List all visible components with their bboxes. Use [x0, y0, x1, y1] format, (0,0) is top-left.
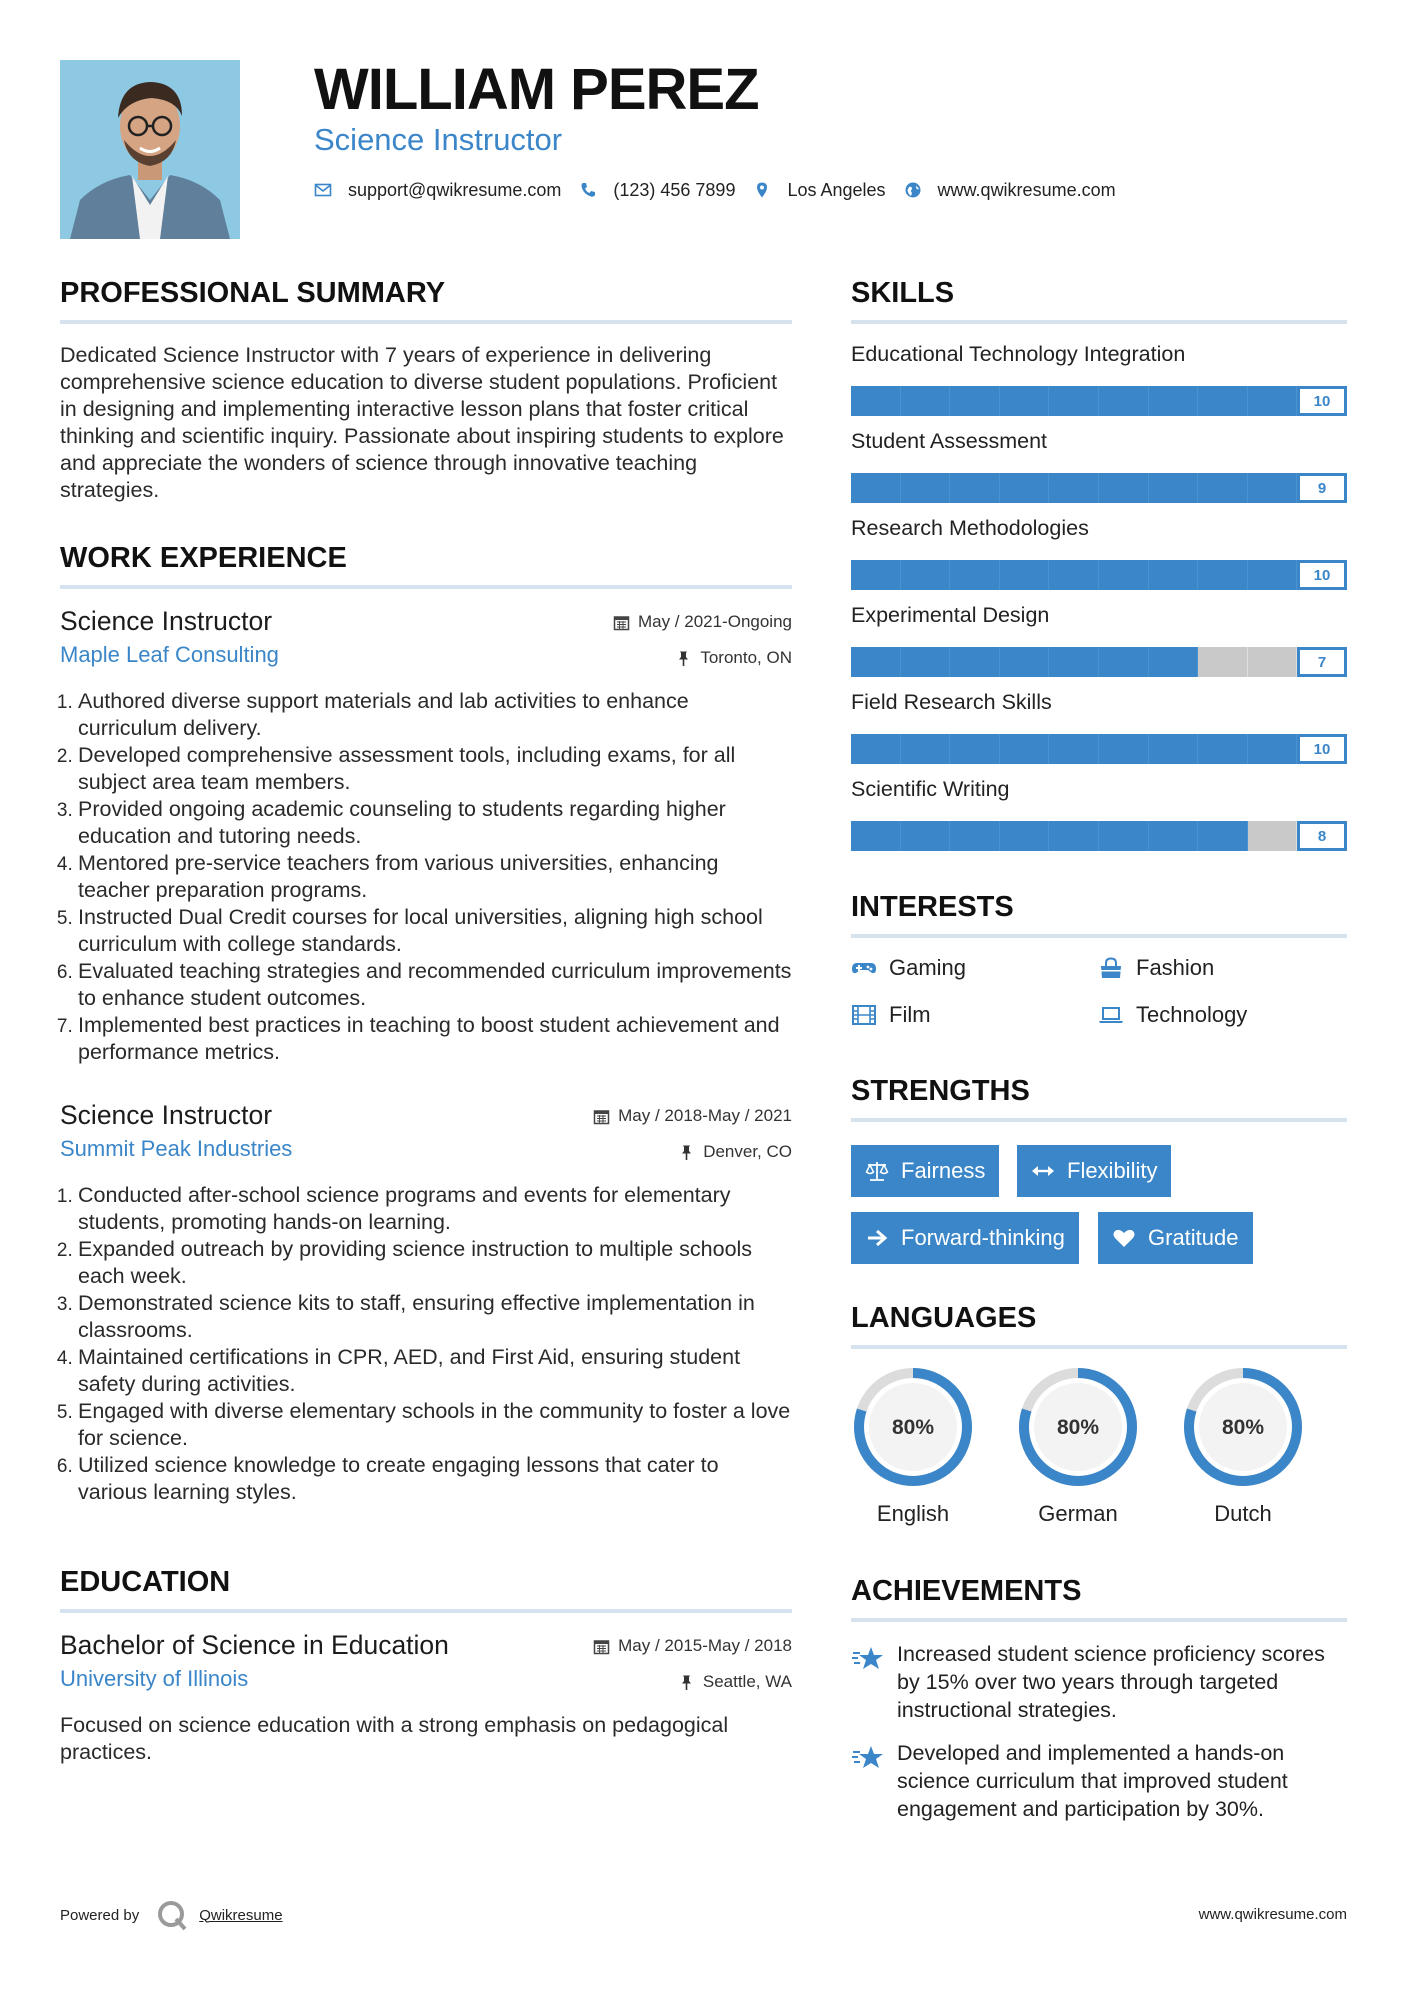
skill-bar-segment	[1248, 647, 1298, 677]
skill-level-bar	[851, 647, 1347, 677]
skill-bar-segment	[1049, 734, 1099, 764]
skill-bar-track	[851, 647, 1347, 677]
contact-email[interactable]	[314, 180, 561, 201]
interest-fashion	[1098, 955, 1214, 981]
job-header-row	[60, 1100, 792, 1136]
skill-bar-segment	[851, 821, 901, 851]
language-item	[1016, 1365, 1140, 1527]
list-item: 5. Engaged with diverse elementary schools in the community to foster a love for science.	[78, 1398, 792, 1452]
job-entry	[60, 606, 792, 1066]
list-item: 1. Conducted after-school science programs and events for elementary students, promoting hands-on learning.	[78, 1182, 792, 1236]
skill-bar-segment	[1198, 734, 1248, 764]
list-item: 4. Mentored pre-service teachers from various universities, enhancing teacher preparation programs.	[78, 850, 792, 904]
skill-bar-segment	[1149, 473, 1199, 503]
skill-score-badge: 7	[1297, 647, 1347, 677]
skill-bar-track	[851, 560, 1347, 590]
strength-badge-gratitude	[1098, 1212, 1253, 1264]
job-dates-text: May / 2021-Ongoing	[637, 612, 792, 631]
skill-bar-segment	[1000, 473, 1050, 503]
section-divider	[851, 1118, 1347, 1122]
skill-level-bar	[851, 560, 1347, 590]
education-dates	[593, 1636, 792, 1656]
pushpin-icon	[678, 1674, 695, 1691]
contact-website[interactable]	[904, 180, 1116, 201]
education-school-row	[60, 1666, 792, 1702]
laptop-icon	[1098, 1004, 1124, 1026]
skill-bar-segment	[1198, 473, 1248, 503]
achievement-item	[851, 1640, 1347, 1724]
skill-bar-segment	[950, 821, 1000, 851]
language-name: German	[1038, 1501, 1118, 1526]
education-location-text: Seattle, WA	[702, 1672, 792, 1691]
contact-email-text: support@qwikresume.com	[348, 179, 562, 200]
section-heading-interests: INTERESTS	[851, 891, 1014, 923]
skill-bar-segment	[1149, 647, 1199, 677]
job-location-text: Toronto, ON	[700, 648, 792, 667]
section-divider	[851, 1345, 1347, 1349]
section-heading-languages: LANGUAGES	[851, 1302, 1037, 1334]
job-company-row	[60, 642, 792, 678]
education-dates-text: May / 2015-May / 2018	[618, 1636, 792, 1655]
skill-bar-segment	[950, 734, 1000, 764]
globe-icon	[904, 181, 922, 199]
section-divider	[851, 320, 1347, 324]
list-item: 3. Provided ongoing academic counseling to students regarding higher education and tutoring needs.	[78, 796, 792, 850]
contact-bar	[314, 178, 1134, 202]
skill-bar-segment	[1000, 560, 1050, 590]
skill-bar-segment	[901, 560, 951, 590]
achievement-text: Increased student science proficiency scores by 15% over two years through targeted instructional strategies.	[897, 1642, 1325, 1722]
footer-powered-by	[60, 1898, 283, 1932]
calendar-icon	[593, 1108, 610, 1125]
skill-name: Experimental Design	[851, 603, 1050, 627]
section-divider	[851, 934, 1347, 938]
language-percent: 80%	[891, 1416, 935, 1439]
skill-bar-segment	[1099, 560, 1149, 590]
interest-label: Fashion	[1136, 955, 1215, 980]
map-marker-icon	[753, 181, 771, 199]
job-role: Science Instructor	[60, 1100, 273, 1130]
skill-bar-segment	[1099, 386, 1149, 416]
skill-bar-segment	[1198, 560, 1248, 590]
list-item: 3. Demonstrated science kits to staff, ensuring effective implementation in classrooms.	[78, 1290, 792, 1344]
heart-icon	[1112, 1227, 1136, 1249]
skill-bar-segment	[1049, 386, 1099, 416]
profile-photo	[60, 60, 240, 239]
skill-bar-segment	[851, 386, 901, 416]
section-heading-strengths: STRENGTHS	[851, 1075, 1030, 1107]
skill-bar-segment	[1049, 821, 1099, 851]
calendar-icon	[593, 1638, 610, 1655]
job-dates	[593, 1106, 792, 1126]
list-item: 7. Implemented best practices in teaching to boost student achievement and performance metrics.	[78, 1012, 792, 1066]
strength-label: Fairness	[901, 1158, 986, 1183]
section-heading-summary: PROFESSIONAL SUMMARY	[60, 277, 446, 309]
section-divider	[60, 585, 792, 589]
trophy-star-icon	[851, 1644, 887, 1674]
achievement-item	[851, 1739, 1347, 1823]
envelope-icon	[314, 181, 332, 199]
skill-bar-segment	[1149, 386, 1199, 416]
interest-film	[851, 1002, 931, 1028]
job-location	[675, 648, 792, 668]
skill-bar-segment	[901, 734, 951, 764]
skill-bar-segment	[901, 821, 951, 851]
education-location	[678, 1672, 792, 1692]
skill-item	[851, 690, 1347, 764]
skill-bar-segment	[1049, 647, 1099, 677]
skill-bar-segment	[1198, 386, 1248, 416]
skill-bar-segment	[901, 647, 951, 677]
contact-location-text: Los Angeles	[787, 179, 886, 200]
skill-item	[851, 516, 1347, 590]
gamepad-icon	[851, 957, 877, 979]
calendar-icon	[613, 614, 630, 631]
contact-phone[interactable]	[579, 180, 735, 201]
section-divider	[60, 320, 792, 324]
powered-by-label: Powered by	[60, 1906, 140, 1924]
candidate-name: WILLIAM PEREZ	[314, 57, 759, 122]
candidate-title: Science Instructor	[314, 122, 563, 157]
list-item: 4. Maintained certifications in CPR, AED, and First Aid, ensuring student safety during activities.	[78, 1344, 792, 1398]
contact-phone-text: (123) 456 7899	[613, 179, 736, 200]
education-entry	[60, 1630, 792, 1766]
professional-summary: Dedicated Science Instructor with 7 years of experience in delivering comprehensive science education to diverse student populations. Proficient in designing and implementing interactive lesson plans that foster critical thinking and scientific inquiry. Passionate about inspiring students to explore and appreciate the wonders of science through innovative teaching strategies.	[60, 343, 784, 502]
skill-bar-track	[851, 734, 1347, 764]
skill-bar-segment	[1149, 821, 1199, 851]
achievement-text: Developed and implemented a hands-on science curriculum that improved student engagement and participation by 30%.	[897, 1741, 1288, 1821]
job-company: Summit Peak Industries	[60, 1136, 293, 1161]
strength-label: Gratitude	[1148, 1225, 1239, 1250]
skill-bar-segment	[950, 560, 1000, 590]
skill-name: Student Assessment	[851, 429, 1047, 453]
interest-label: Technology	[1136, 1002, 1248, 1027]
strength-label: Flexibility	[1067, 1158, 1158, 1183]
skill-bar-segment	[1248, 821, 1298, 851]
job-header-row	[60, 606, 792, 642]
strength-badge-forward-thinking	[851, 1212, 1079, 1264]
skill-name: Educational Technology Integration	[851, 342, 1186, 366]
skill-item	[851, 777, 1347, 851]
skill-bar-segment	[1248, 473, 1298, 503]
skill-bar-segment	[1000, 734, 1050, 764]
list-item: 2. Developed comprehensive assessment tools, including exams, for all subject area team members.	[78, 742, 792, 796]
contact-location	[753, 180, 885, 201]
skill-score-badge: 9	[1297, 473, 1347, 503]
skill-name: Scientific Writing	[851, 777, 1010, 801]
arrow-right-icon	[865, 1227, 889, 1249]
skill-bar-segment	[1198, 647, 1248, 677]
language-name: Dutch	[1214, 1501, 1272, 1526]
skill-name: Field Research Skills	[851, 690, 1052, 714]
school-name: University of Illinois	[60, 1666, 249, 1691]
skill-bar-segment	[901, 473, 951, 503]
skill-item	[851, 603, 1347, 677]
skill-bar-segment	[1149, 734, 1199, 764]
skill-bar-segment	[851, 734, 901, 764]
skill-level-bar	[851, 821, 1347, 851]
job-responsibilities	[60, 1182, 792, 1506]
section-divider	[851, 1618, 1347, 1622]
strength-badge-flexibility	[1017, 1145, 1171, 1197]
job-location	[678, 1142, 792, 1162]
skill-bar-track	[851, 473, 1347, 503]
degree: Bachelor of Science in Education	[60, 1630, 449, 1660]
job-company-row	[60, 1136, 792, 1172]
education-description: Focused on science education with a strong emphasis on pedagogical practices.	[60, 1713, 729, 1764]
skill-bar-segment	[1198, 821, 1248, 851]
skill-name: Research Methodologies	[851, 516, 1089, 540]
skill-bar-segment	[851, 560, 901, 590]
skill-bar-segment	[851, 647, 901, 677]
skill-bar-segment	[1248, 560, 1298, 590]
strength-badge-fairness	[851, 1145, 999, 1197]
job-company: Maple Leaf Consulting	[60, 642, 279, 667]
skill-bar-segment	[901, 386, 951, 416]
skill-score-badge: 10	[1297, 734, 1347, 764]
skill-bar-segment	[1149, 560, 1199, 590]
contact-website-text: www.qwikresume.com	[937, 179, 1116, 200]
skill-level-bar	[851, 386, 1347, 416]
education-header-row	[60, 1630, 792, 1666]
skill-bar-segment	[1000, 647, 1050, 677]
phone-icon	[579, 181, 597, 199]
interest-label: Gaming	[889, 955, 967, 980]
list-item: 6. Utilized science knowledge to create engaging lessons that cater to various learning styles.	[78, 1452, 792, 1506]
skill-bar-segment	[950, 473, 1000, 503]
shopping-bag-icon	[1098, 957, 1124, 979]
section-heading-work: WORK EXPERIENCE	[60, 542, 347, 574]
skill-bar-track	[851, 386, 1347, 416]
skill-bar-segment	[1049, 560, 1099, 590]
skill-bar-segment	[950, 647, 1000, 677]
language-percent: 80%	[1221, 1416, 1265, 1439]
job-dates	[613, 612, 792, 632]
interest-technology	[1098, 1002, 1247, 1028]
skill-bar-segment	[1049, 473, 1099, 503]
skill-bar-segment	[1099, 473, 1149, 503]
section-heading-achievements: ACHIEVEMENTS	[851, 1575, 1082, 1607]
skill-bar-segment	[851, 473, 901, 503]
skill-score-badge: 10	[1297, 560, 1347, 590]
film-icon	[851, 1004, 877, 1026]
language-name: English	[876, 1501, 950, 1526]
job-dates-text: May / 2018-May / 2021	[618, 1106, 792, 1125]
skill-level-bar	[851, 473, 1347, 503]
skill-bar-segment	[1248, 386, 1298, 416]
pushpin-icon	[675, 650, 692, 667]
section-heading-education: EDUCATION	[60, 1566, 231, 1598]
skill-item	[851, 342, 1347, 416]
skill-bar-segment	[1099, 734, 1149, 764]
list-item: 5. Instructed Dual Credit courses for local universities, aligning high school curriculum with college standards.	[78, 904, 792, 958]
skill-bar-segment	[1248, 734, 1298, 764]
section-divider	[60, 1609, 792, 1613]
list-item: 2. Expanded outreach by providing science instruction to multiple schools each week.	[78, 1236, 792, 1290]
skill-level-bar	[851, 734, 1347, 764]
skill-bar-segment	[950, 386, 1000, 416]
language-proficiency-ring	[1016, 1365, 1140, 1489]
skill-bar-segment	[1000, 821, 1050, 851]
job-role: Science Instructor	[60, 606, 273, 636]
qwikresume-logo-icon	[155, 1898, 189, 1932]
skill-bar-segment	[1000, 386, 1050, 416]
skill-item	[851, 429, 1347, 503]
skill-bar-segment	[1099, 821, 1149, 851]
skill-score-badge: 10	[1297, 386, 1347, 416]
list-item: 1. Authored diverse support materials and lab activities to enhance curriculum delivery.	[78, 688, 792, 742]
language-proficiency-ring	[851, 1365, 975, 1489]
section-heading-skills: SKILLS	[851, 277, 955, 309]
skill-bar-segment	[1099, 647, 1149, 677]
skill-bar-track	[851, 821, 1347, 851]
arrows-horizontal-icon	[1031, 1160, 1055, 1182]
job-responsibilities	[60, 688, 792, 1066]
interest-label: Film	[889, 1002, 931, 1027]
job-location-text: Denver, CO	[703, 1142, 792, 1161]
balance-scale-icon	[865, 1160, 889, 1182]
language-percent: 80%	[1056, 1416, 1100, 1439]
footer-website[interactable]: www.qwikresume.com	[1198, 1906, 1347, 1923]
language-proficiency-ring	[1181, 1365, 1305, 1489]
strength-label: Forward-thinking	[901, 1225, 1065, 1250]
trophy-star-icon	[851, 1743, 887, 1773]
language-item	[851, 1365, 975, 1527]
skill-score-badge: 8	[1297, 821, 1347, 851]
pushpin-icon	[678, 1144, 695, 1161]
list-item: 6. Evaluated teaching strategies and recommended curriculum improvements to enhance student outcomes.	[78, 958, 792, 1012]
brand-link[interactable]: Qwikresume	[199, 1906, 283, 1924]
job-entry	[60, 1100, 792, 1506]
interest-gaming	[851, 955, 966, 981]
language-item	[1181, 1365, 1305, 1527]
